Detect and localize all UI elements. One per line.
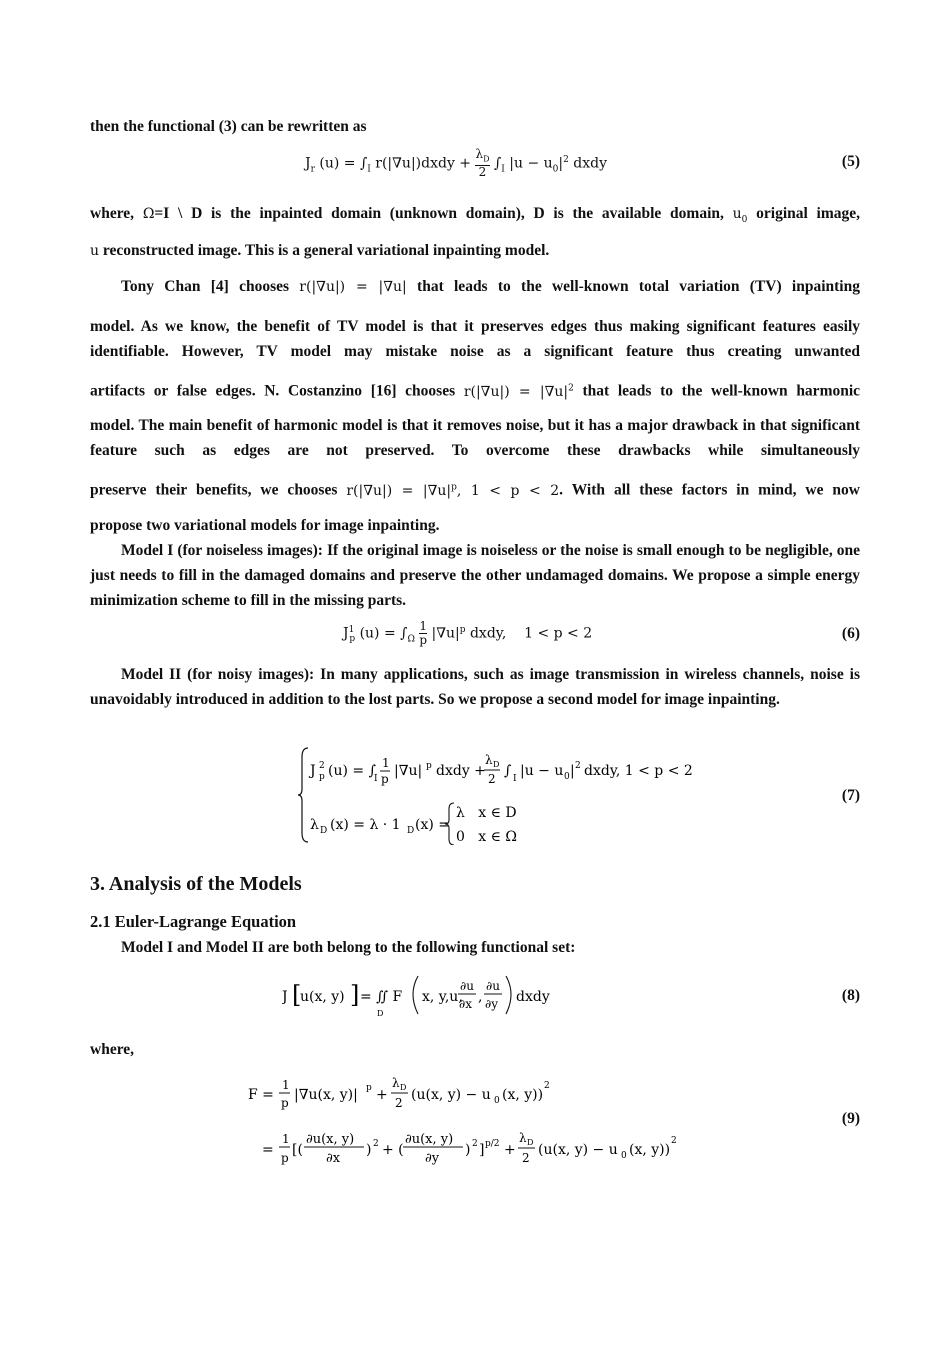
section-3-heading: 3. Analysis of the Models [90,873,302,895]
svg-text:I: I [374,774,378,784]
svg-text:J: J [282,989,288,1005]
equation-7-number: (7) [841,787,860,804]
svg-text:+: + [376,1087,388,1103]
svg-text:p: p [281,1151,289,1165]
where-label: where, [90,1041,135,1058]
svg-text:,: , [478,989,483,1005]
svg-text:1: 1 [382,756,390,770]
svg-text:2: 2 [575,761,581,771]
svg-text:[: [ [292,981,302,1009]
svg-text:p: p [366,1083,372,1093]
chan-paragraph: Tony Chan [4] chooses r(|∇u|) = |∇u| that leads to the well-known total variation (TV) inpainting [121,278,860,295]
svg-text:F =: F = [248,1087,274,1103]
svg-text:∂u(x, y): ∂u(x, y) [306,1132,355,1147]
svg-text:2: 2 [544,1081,550,1091]
model2-paragraph: Model II (for noisy images): In many applications, such as image transmission in wireless channels, noise is unavoidably introduced in addition to the lost parts. So we propose a second model for image inpainting. [90,666,861,708]
svg-text:0: 0 [494,1096,500,1106]
where-paragraph-cont: u reconstructed image. This is a general variational inpainting model. [90,242,550,259]
svg-text:D: D [400,1083,407,1092]
svg-text:p: p [381,772,389,786]
svg-text:dxdy: dxdy [516,989,550,1005]
svg-text:x, y,u,: x, y,u, [422,989,463,1005]
svg-text:(u(x, y) − u: (u(x, y) − u [411,1087,491,1103]
svg-text:0: 0 [621,1151,627,1161]
svg-text:λ x ∈ D: λ x ∈ D [456,805,517,821]
svg-text:= ∬ F: = ∬ F [360,989,403,1005]
svg-text:∂x: ∂x [459,997,472,1011]
harmonic-paragraph: model. The main benefit of harmonic model is that it removes noise, but it has a major drawback in that significant feature such as edges are not preserved. To overcome these drawbacks while simultaneously [90,417,860,459]
equation-5: $J_r$ $(u) = \int_I$ r(|∇u|)dxdy + $\frac{\lambda_D}{2}$ $\int_I$ $|u - u_0|^2$ dxdy [305,147,608,180]
svg-text:D: D [320,826,328,836]
svg-text:p/2: p/2 [485,1139,500,1149]
svg-text:2: 2 [472,1139,478,1149]
svg-text:∂u(x, y): ∂u(x, y) [405,1132,454,1147]
svg-text:I: I [513,774,517,784]
model1-paragraph: Model I (for noiseless images): If the original image is noiseless or the noise is small enough to be negligible, one just needs to fill in the damaged domains and preserve the other undamaged domains. We propose a simple energy minimization scheme to fill in the missing parts. [90,542,861,609]
svg-text:2: 2 [522,1151,530,1165]
svg-text:λ: λ [310,817,319,833]
svg-text:∂y: ∂y [425,1151,440,1166]
tv-paragraph: model. As we know, the benefit of TV model is that it preserves edges thus making significant features easily identifiable. However, TV model may mistake noise as a significant feature thus creating unwanted [90,318,860,360]
svg-text:u(x, y): u(x, y) [300,989,345,1005]
svg-text:2: 2 [671,1136,677,1146]
svg-text:2: 2 [395,1096,403,1110]
equation-5-number: (5) [841,153,860,170]
svg-text:0: 0 [564,772,570,782]
svg-text:∂u: ∂u [460,979,474,993]
where-paragraph: where, Ω=I \ D is the inpainted domain (unknown domain), D is the available domain, $u_0$ original image, [90,205,861,225]
equation-6: $J^1_p$ $(u) = \int_\Omega$ $\frac{1}{p}$ $|\nabla u|^p$ dxdy, 1 < p < 2 [343,619,593,647]
section-2-1-heading: 2.1 Euler-Lagrange Equation [90,912,297,931]
svg-text:=: = [262,1142,274,1158]
svg-text:(x, y)): (x, y)) [629,1142,671,1158]
svg-text:|u − u: |u − u [520,763,564,779]
svg-text:(x) =: (x) = [415,817,450,833]
svg-text:+ (: + ( [382,1142,404,1158]
svg-text:λ: λ [519,1131,527,1145]
svg-text:D: D [407,826,415,836]
svg-text:): ) [366,1142,372,1158]
svg-text:D: D [493,760,500,769]
costanzino-paragraph: artifacts or false edges. N. Costanzino [16] chooses $r(|\nabla u|) = |\nabla u|^2$ that leads to the well-known harmonic [90,382,861,400]
svg-text:dxdy, 1 < p < 2: dxdy, 1 < p < 2 [584,763,693,779]
equation-9-number: (9) [841,1110,860,1127]
equation-7 [298,745,698,845]
svg-text:): ) [465,1142,471,1158]
svg-text:1: 1 [282,1132,290,1146]
svg-text:0 x ∈ Ω: 0 x ∈ Ω [456,829,518,845]
svg-text:+: + [504,1142,516,1158]
svg-text:(x, y)): (x, y)) [502,1087,544,1103]
svg-text:(x) = λ · 1: (x) = λ · 1 [330,817,401,833]
svg-text:1: 1 [282,1078,290,1092]
svg-text:∂x: ∂x [326,1151,341,1166]
svg-text:]: ] [479,1142,485,1158]
equation-8 [282,968,582,1020]
euler-lagrange-paragraph: Model I and Model II are both belong to the following functional set: [121,939,576,956]
intro-paragraph: then the functional (3) can be rewritten as [90,118,367,135]
svg-text:(u) = ∫: (u) = ∫ [328,763,376,779]
svg-text:dxdy +: dxdy + [436,763,486,779]
svg-text:|∇u(x, y)|: |∇u(x, y)| [294,1087,358,1103]
svg-text:D: D [377,1009,384,1018]
svg-text:∫: ∫ [504,763,512,779]
svg-text:(u(x, y) − u: (u(x, y) − u [538,1142,618,1158]
svg-text:∂y: ∂y [485,997,498,1011]
svg-text:2: 2 [373,1139,379,1149]
preserve-paragraph: preserve their benefits, we chooses $r(|\nabla u|) = |\nabla u|^p$, 1 < p < 2. With all these factors in mind, we now [90,481,860,499]
svg-text:p: p [426,761,432,771]
equation-6-number: (6) [841,625,860,642]
svg-text:D: D [527,1138,534,1147]
svg-text:|: | [570,763,575,779]
svg-text:]: ] [350,981,360,1009]
svg-text:∂u: ∂u [486,979,500,993]
equation-8-number: (8) [841,987,860,1004]
svg-text:2: 2 [488,772,496,786]
svg-text:λ: λ [485,753,493,767]
svg-text:p: p [281,1096,289,1110]
equation-9 [248,1072,688,1172]
svg-text:p: p [319,772,325,782]
propose-paragraph: propose two variational models for image inpainting. [90,517,440,534]
svg-text:J: J [310,763,316,779]
svg-text:[(: [( [292,1142,303,1158]
svg-text:2: 2 [319,761,325,771]
svg-text:λ: λ [392,1076,400,1090]
svg-text:|∇u|: |∇u| [394,763,423,779]
